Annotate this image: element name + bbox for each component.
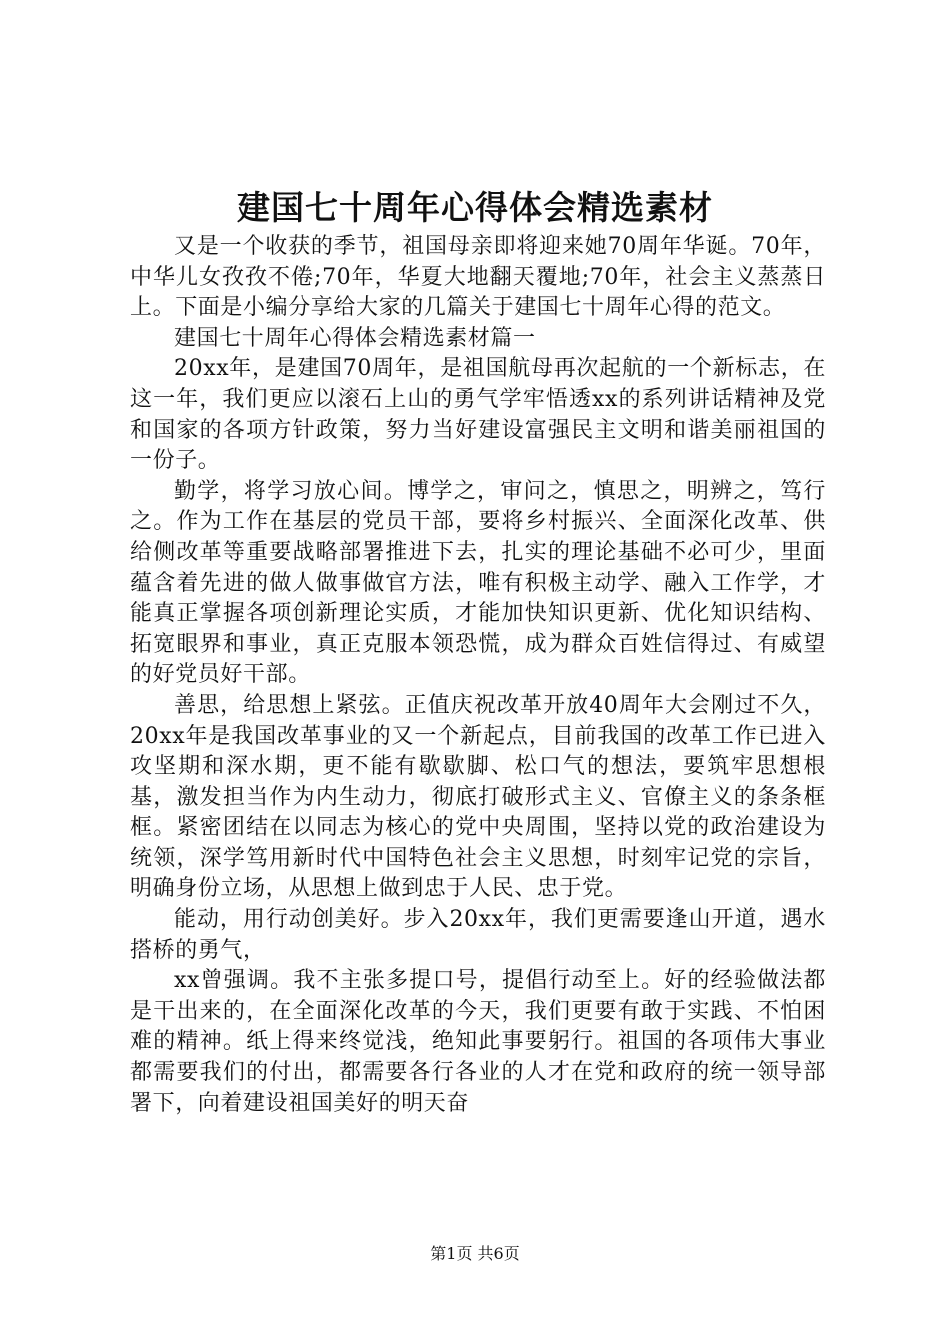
paragraph: 善思，给思想上紧弦。正值庆祝改革开放40周年大会刚过不久，20xx年是我国改革事业的又一个新起点，目前我国的改革工作已进入攻坚期和深水期，更不能有歇歇脚、松口气的想法，要筑牢思想根基，激发担当作为内生动力，彻底打破形式主义、官僚主义的条条框框。紧密团结在以同志为核心的党中央周围，坚持以党的政治建设为统领，深学笃用新时代中国特色社会主义思想，时刻牢记党的宗旨，明确身份立场，从思想上做到忠于人民、忠于党。 [130, 692, 826, 902]
paragraph-intro: 又是一个收获的季节，祖国母亲即将迎来她70周年华诞。70年，中华儿女孜孜不倦;70年，华夏大地翻天覆地;70年，社会主义蒸蒸日上。下面是小编分享给大家的几篇关于建国七十周年心得的范文。 [130, 234, 826, 321]
paragraph: 20xx年，是建国70周年，是祖国航母再次起航的一个新标志，在这一年，我们更应以滚石上山的勇气学牢悟透xx的系列讲话精神及党和国家的各项方针政策，努力当好建设富强民主文明和谐美丽祖国的一份子。 [130, 356, 826, 474]
document-title: 建国七十周年心得体会精选素材 [237, 188, 713, 227]
document-body [130, 232, 826, 1119]
page-footer: 第1页 共6页 [430, 1244, 520, 1263]
paragraph: 勤学，将学习放心间。博学之，审问之，慎思之，明辨之，笃行之。作为工作在基层的党员干部，要将乡村振兴、全面深化改革、供给侧改革等重要战略部署推进下去，扎实的理论基础不必可少，里面蕴含着先进的做人做事做官方法，唯有积极主动学、融入工作学，才能真正掌握各项创新理论实质，才能加快知识更新、优化知识结构、拓宽眼界和事业，真正克服本领恐慌，成为群众百姓信得过、有威望的好党员好干部。 [130, 478, 826, 688]
paragraph-section-heading: 建国七十周年心得体会精选素材篇一 [174, 325, 536, 351]
paragraph: xx曾强调。我不主张多提口号，提倡行动至上。好的经验做法都是干出来的，在全面深化改革的今天，我们更要有敢于实践、不怕困难的精神。纸上得来终觉浅，绝知此事要躬行。祖国的各项伟大事业都需要我们的付出，都需要各行各业的人才在党和政府的统一领导部署下，向着建设祖国美好的明天奋 [130, 968, 826, 1116]
paragraph: 能动，用行动创美好。步入20xx年，我们更需要逢山开道，遇水搭桥的勇气， [130, 907, 826, 963]
